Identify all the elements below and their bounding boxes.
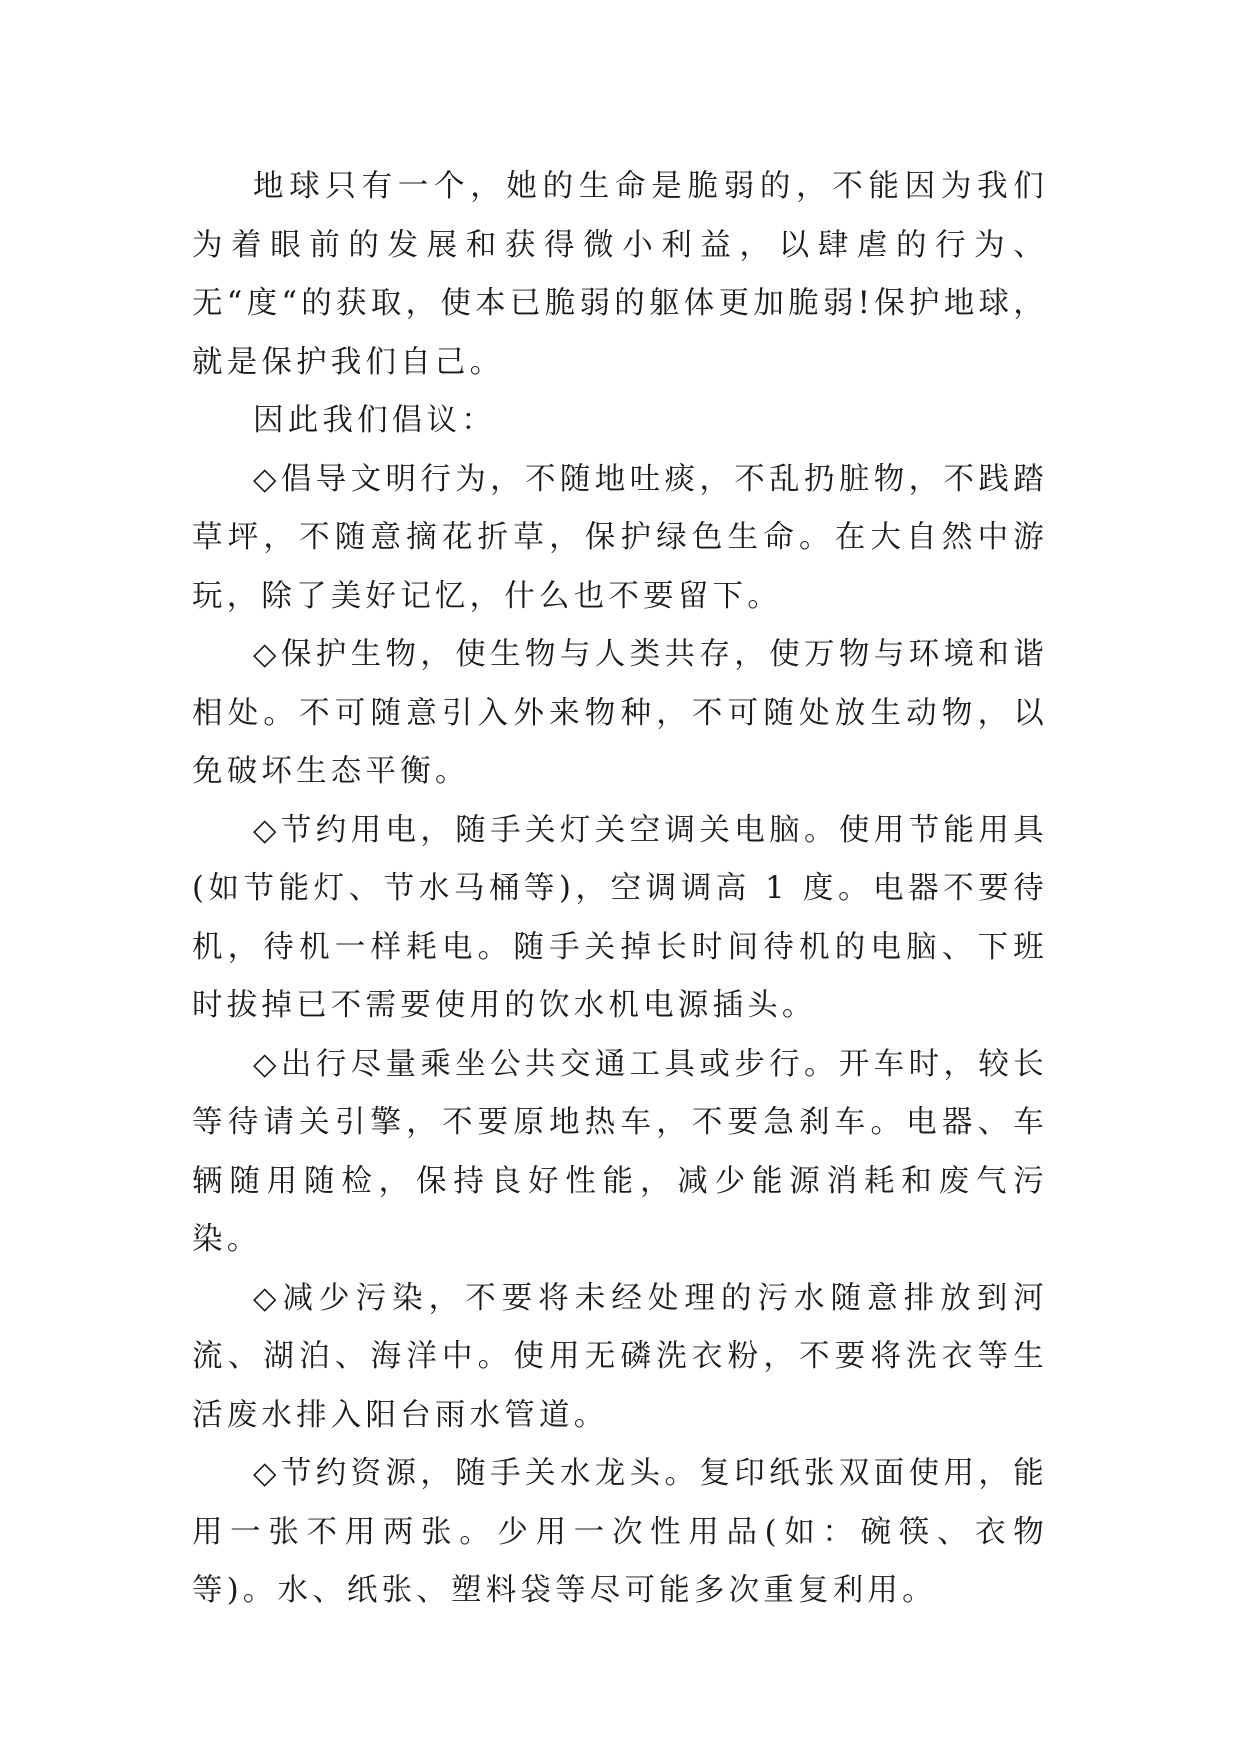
document-body (192, 158, 1048, 1621)
proposal-item-public-transport: ◇出行尽量乘坐公共交通工具或步行。开车时，较长等待请关引擎，不要原地热车，不要急刹车。电器、车辆随用随检，保持良好性能，减少能源消耗和废气污染。 (192, 1046, 1048, 1257)
intro-paragraph: 地球只有一个，她的生命是脆弱的，不能因为我们为着眼前的发展和获得微小利益，以肆虐的行为、无“度“的获取，使本已脆弱的躯体更加脆弱!保护地球，就是保护我们自己。 (192, 169, 1048, 380)
proposal-item-civilized-behavior: ◇倡导文明行为，不随地吐痰，不乱扔脏物，不践踏草坪，不随意摘花折草，保护绿色生命。在大自然中游玩，除了美好记忆，什么也不要留下。 (192, 461, 1048, 614)
proposal-item-save-resources: ◇节约资源，随手关水龙头。复印纸张双面使用，能用一张不用两张。少用一次性用品(如：碗筷、衣物等)。水、纸张、塑料袋等尽可能多次重复利用。 (192, 1456, 1048, 1608)
proposal-item-reduce-pollution: ◇减少污染，不要将未经处理的污水随意排放到河流、湖泊、海洋中。使用无磷洗衣粉，不要将洗衣等生活废水排入阳台雨水管道。 (192, 1280, 1048, 1433)
proposal-item-protect-wildlife: ◇保护生物，使生物与人类共存，使万物与环境和谐相处。不可随意引入外来物种，不可随处放生动物，以免破坏生态平衡。 (192, 637, 1048, 789)
proposal-item-save-electricity: ◇节约用电，随手关灯关空调关电脑。使用节能用具(如节能灯、节水马桶等)，空调调高 1 度。电器不要待机，待机一样耗电。随手关掉长时间待机的电脑、下班时拔掉已不需要使用的饮水机电源插头。 (192, 812, 1048, 1023)
proposal-heading: 因此我们倡议： (253, 403, 496, 438)
